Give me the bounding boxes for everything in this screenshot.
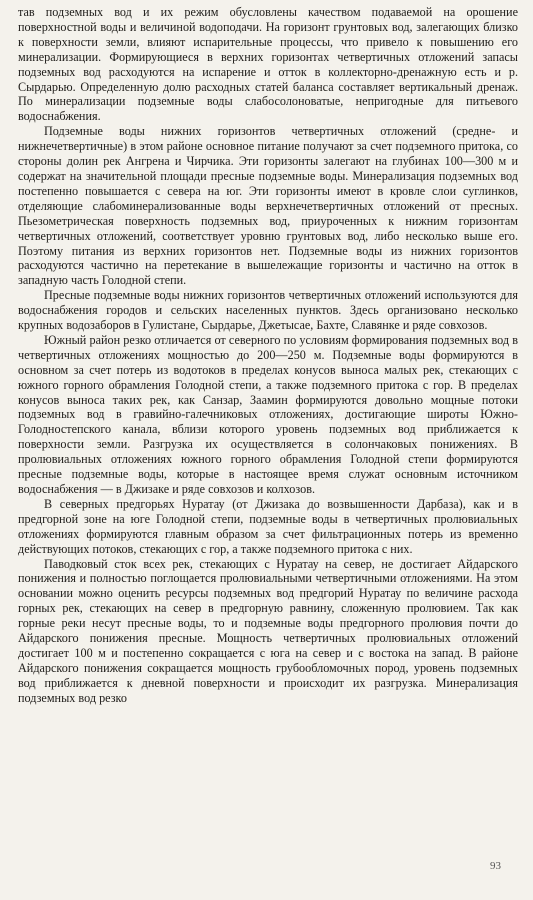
paragraph-2: Подземные воды нижних горизонтов четвертичных отложений (средне- и нижнечетвертичные) в этом районе основное питание получают за счет подземного притока, со стороны долин рек Ангрена и Чирчика. Эти горизонты залегают на глубинах 100—300 м и содержат на значительной площади пресные подземные воды. Минерализация подземных вод постепенно повышается с севера на юг. Эти горизонты имеют в кровле слои суглинков, отделяющие слабоминерализованные воды верхнечетвертичных отложений от пресных. Пьезометрическая поверхность подземных вод, приуроченных к нижним горизонтам четвертичных отложений, соответствует уровню грунтовых вод, либо несколько выше его. Поэтому питания из верхних горизонтов нет. Подземные воды из нижних горизонтов расходуются частично на перетекание в вышележащие горизонты и частично на отток в западную часть Голодной степи. bbox=[18, 124, 518, 288]
paragraph-3: Пресные подземные воды нижних горизонтов четвертичных отложений используются для водоснабжения городов и сельских населенных пунктов. Здесь организовано несколько крупных водозаборов в Гулистане, Сырдарье, Джетысае, Бахте, Славянке и ряде совхозов. bbox=[18, 288, 518, 333]
page-number: 93 bbox=[490, 860, 501, 872]
paragraph-4: Южный район резко отличается от северного по условиям формирования подземных вод в четвертичных отложениях мощностью до 200—250 м. Подземные воды формируются в основном за счет потерь из водотоков в пределах конусов выноса малых рек, стекающих с южного горного обрамления Голодной степи, а также подземного притока с гор. В пределах конусов выноса таких рек, как Санзар, Заамин формируются довольно мощные потоки подземных вод в гравийно-галечниковых отложениях, достигающие широты Южно-Голодностепского канала, вблизи которого уровень подземных вод приближается к поверхности земли. Разгрузка их осуществляется в солончаковых понижениях. В пролювиальных отложениях южного горного обрамления Голодной степи формируются пресные подземные воды, которые в настоящее время служат основным источником водоснабжения — в Джизаке и ряде совхозов и колхозов. bbox=[18, 332, 518, 496]
paragraph-5: В северных предгорьях Нуратау (от Джизака до возвышенности Дарбаза), как и в предгорной зоне на юге Голодной степи, подземные воды в четвертичных пролювиальных отложениях формируются главным образом за счет фильтрационных потерь из временно действующих потоков, стекающих с гор, а также подземного притока с них. bbox=[18, 496, 518, 556]
paragraph-6: Паводковый сток всех рек, стекающих с Нуратау на север, не достигает Айдарского понижения и полностью поглощается пролювиальными четвертичными отложениями. На этом основании можно оценить ресурсы подземных вод предгорий Нуратау по величине расхода горных рек, стекающих на север в предгорную равнину, сложенную пролювием. Так как горные реки несут пресные воды, то и подземные воды предгорного пролювия почти до Айдарского понижения пресные. Мощность четвертичных пролювиальных отложений достигает 100 м и постепенно сокращается с юга на север и с востока на запад. В районе Айдарского понижения сокращается мощность грубообломочных пород, уровень подземных вод приближается к дневной поверхности и происходит их разгрузка. Минерализация подземных вод резко bbox=[18, 556, 518, 705]
paragraph-1: тав подземных вод и их режим обусловлены качеством подаваемой на орошение поверхностной воды и величиной водоподачи. На горизонт грунтовых вод, залегающих близко к поверхности земли, влияют испарительные процессы, что привело к повышению его минерализации. Формирующиеся в верхних горизонтах четвертичных отложений запасы подземных вод расходуются на испарение и отток в коллекторно-дренажную есть и р. Сырдарью. Определенную долю расходных статей баланса составляет вертикальный дренаж. По минерализации подземные воды слабосолоноватые, непригодные для питьевого водоснабжения. bbox=[18, 5, 518, 124]
page-body bbox=[18, 5, 518, 706]
